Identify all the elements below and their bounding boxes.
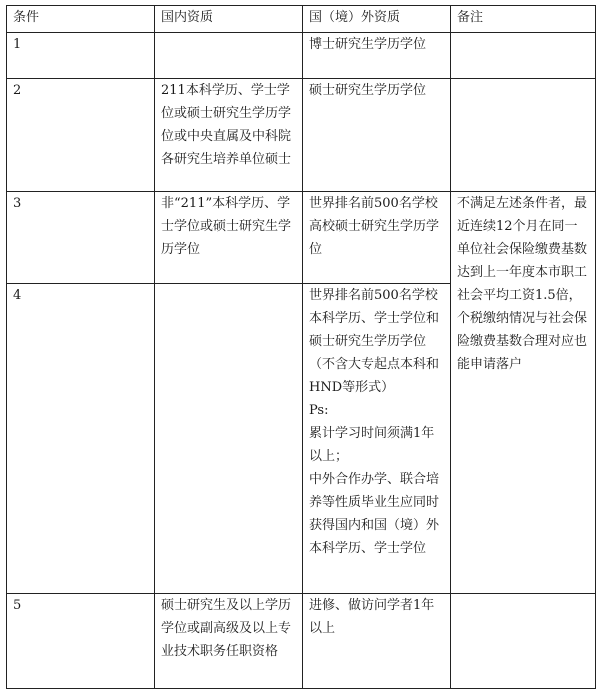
- header-condition: 条件: [7, 6, 155, 33]
- foreign-cell: 硕士研究生学历学位: [303, 79, 451, 192]
- note-cell-empty: [451, 33, 596, 79]
- domestic-cell: 211本科学历、学士学位或硕士研究生学历学位或中央直属及中科院各研究生培养单位硕士: [155, 79, 303, 192]
- note-cell: 不满足左述条件者，最近连续12个月在同一单位社会保险缴费基数达到上一年度本市职工社会平均工资1.5倍，个税缴纳情况与社会保险缴费基数合理对应也能申请落户: [451, 192, 596, 594]
- header-domestic: 国内资质: [155, 6, 303, 33]
- ps-note-study-time: 累计学习时间须满1年以上；: [309, 426, 435, 464]
- ps-label: Ps:: [309, 403, 329, 418]
- foreign-cell: 世界排名前500名学校高校硕士研究生学历学位: [303, 192, 451, 284]
- ps-note-joint-program: 中外合作办学、联合培养等性质毕业生应同时获得国内和国（境）外本科学历、学士学位: [309, 472, 440, 556]
- table-row: [7, 192, 596, 284]
- table-row: [7, 594, 596, 689]
- table-row: [7, 33, 596, 79]
- condition-cell: 3: [7, 192, 155, 284]
- table-header-row: [7, 6, 596, 33]
- condition-cell: 1: [7, 33, 155, 79]
- condition-cell: 5: [7, 594, 155, 689]
- header-foreign: 国（境）外资质: [303, 6, 451, 33]
- header-note: 备注: [451, 6, 596, 33]
- condition-cell: 2: [7, 79, 155, 192]
- note-cell-empty: [451, 594, 596, 689]
- condition-cell: 4: [7, 284, 155, 594]
- foreign-cell: 进修、做访问学者1年以上: [303, 594, 451, 689]
- table-row: [7, 79, 596, 192]
- qualification-table: [6, 5, 596, 689]
- foreign-cell: [303, 284, 451, 594]
- foreign-main-text: 世界排名前500名学校本科学历、学士学位和硕士研究生学历学位（不含大专起点本科和HND等形式）: [309, 288, 440, 395]
- foreign-cell: 博士研究生学历学位: [303, 33, 451, 79]
- domestic-cell: [155, 284, 303, 594]
- domestic-cell: 非“211”本科学历、学士学位或硕士研究生学历学位: [155, 192, 303, 284]
- domestic-cell: 硕士研究生及以上学历学位或副高级及以上专业技术职务任职资格: [155, 594, 303, 689]
- note-cell-empty: [451, 79, 596, 192]
- domestic-cell: [155, 33, 303, 79]
